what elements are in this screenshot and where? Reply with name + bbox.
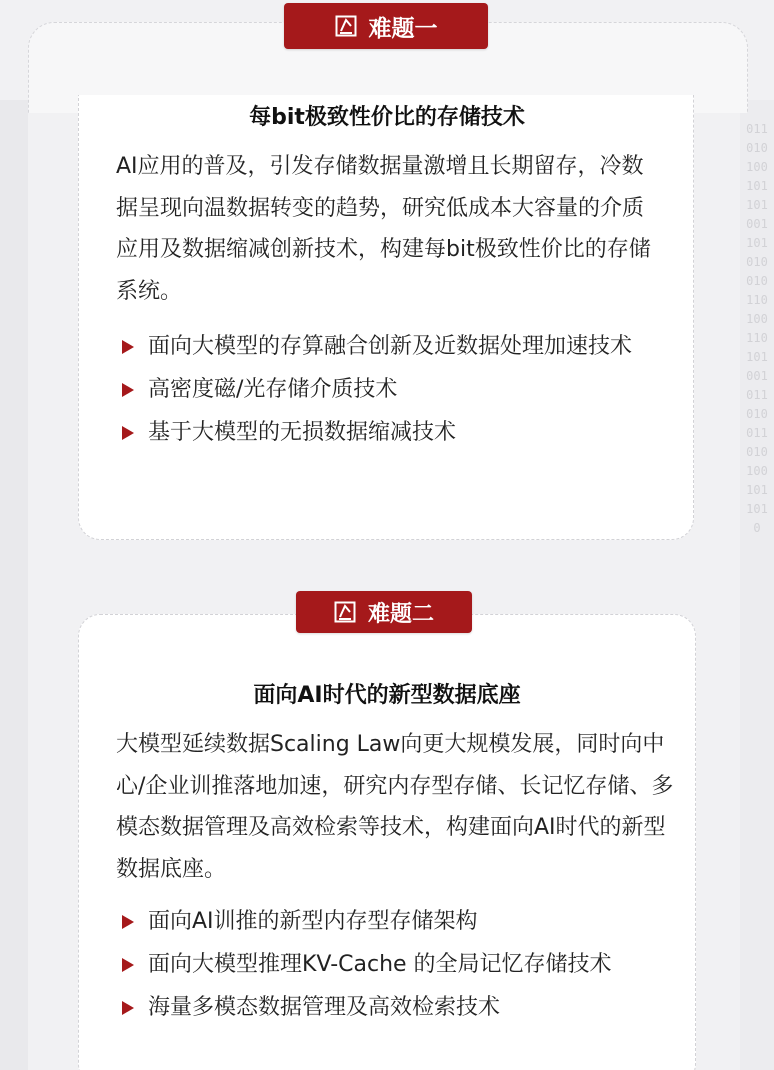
bullet-arrow-icon [122, 958, 134, 972]
challenge-badge-label-2: 难题二 [367, 601, 434, 627]
challenge-body-1: AI应用的普及，引发存储数据量激增且长期留存，冷数据呈现向温数据转变的趋势，研究低成本大容量的介质应用及数据缩减创新技术，构建每bit极致性价比的存储系统。 [116, 154, 651, 304]
list-item [118, 988, 658, 1028]
bullet-text: 面向大模型推理KV-Cache 的全局记忆存储技术 [148, 952, 612, 977]
bullet-arrow-icon [122, 915, 134, 929]
left-side-strip [0, 100, 28, 1070]
list-item [118, 902, 658, 942]
challenge-title-1: 每bit极致性价比的存储技术 [249, 105, 525, 130]
challenge-bullet-list-1 [118, 327, 658, 456]
challenge-badge-label-1: 难题一 [368, 15, 438, 42]
challenge-title-2: 面向AI时代的新型数据底座 [253, 683, 521, 708]
bullet-text: 海量多模态数据管理及高效检索技术 [148, 995, 501, 1020]
challenge-body-2: 大模型延续数据Scaling Law向更大规模发展，同时向中心/企业训推落地加速，研究内存型存储、长记忆存储、多模态数据管理及高效检索等技术，构建面向AI时代的新型数据底座。 [116, 732, 674, 882]
bullet-arrow-icon [122, 1001, 134, 1015]
bullet-arrow-icon [122, 383, 134, 397]
list-item [118, 945, 658, 985]
bullet-text: 基于大模型的无损数据缩减技术 [148, 420, 457, 445]
bullet-text: 高密度磁/光存储介质技术 [148, 377, 398, 402]
bullet-arrow-icon [122, 426, 134, 440]
list-item [118, 413, 658, 453]
challenge-bullet-list-2 [118, 902, 658, 1031]
challenge-badge-1 [284, 3, 488, 49]
edit-box-icon [334, 601, 356, 623]
bullet-text: 面向AI训推的新型内存型存储架构 [148, 909, 478, 934]
list-item [118, 370, 658, 410]
challenge-badge-2 [296, 591, 472, 633]
bullet-arrow-icon [122, 340, 134, 354]
edit-box-icon [335, 15, 357, 37]
list-item [118, 327, 658, 367]
bullet-text: 面向大模型的存算融合创新及近数据处理加速技术 [148, 334, 633, 359]
binary-pattern-decoration: 0110101001011010011010100101101001101010010110100110101001011010 [746, 122, 768, 535]
